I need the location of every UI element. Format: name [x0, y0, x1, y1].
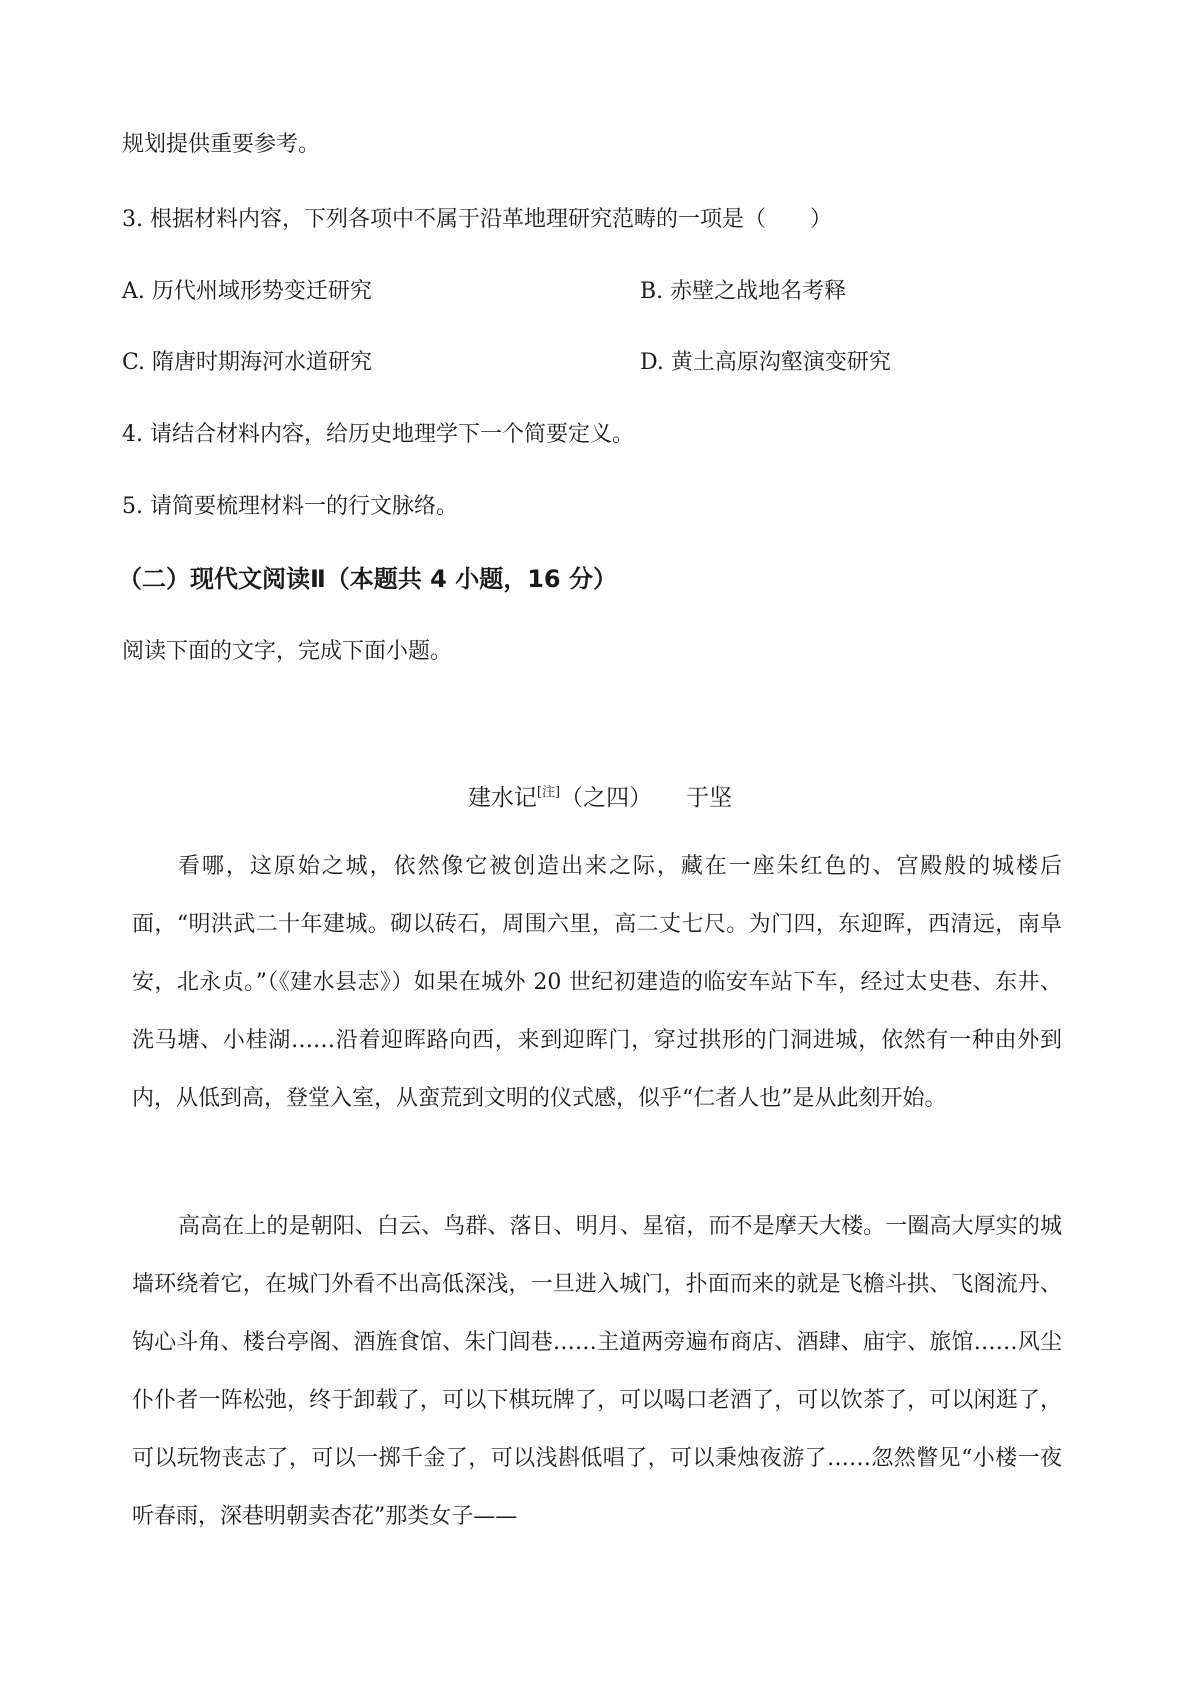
article-paragraph-2: 高高在上的是朝阳、白云、鸟群、落日、明月、星宿，而不是摩天大楼。一圈高大厚实的城墙环绕着它，在城门外看不出高低深浅，一旦进入城门，扑面而来的就是飞檐斗拱、飞阁流丹、钩心斗角、楼台亭阁、酒旌食馆、朱门闾巷……主道两旁遍布商店、酒肆、庙宇、旅馆……风尘仆仆者一阵松弛，终于卸载了，可以下棋玩牌了，可以喝口老酒了，可以饮茶了，可以闲逛了，可以玩物丧志了，可以一掷千金了，可以浅斟低唱了，可以秉烛夜游了……忽然瞥见“小楼一夜听春雨，深巷明朝卖杏花”那类女子——	[132, 1214, 1062, 1529]
section-heading: （二）现代文阅读Ⅱ（本题共 4 小题，16 分）	[118, 565, 617, 593]
article-subtitle: （之四）	[560, 785, 653, 811]
question-4: 4. 请结合材料内容，给历史地理学下一个简要定义。	[122, 422, 634, 447]
article-author: 于坚	[686, 785, 733, 811]
note-marker: [注]	[536, 785, 561, 800]
carry-over-text: 规划提供重要参考。	[122, 132, 321, 157]
option-d: D. 黄土高原沟壑演变研究	[640, 350, 891, 375]
article-title: 建水记	[467, 785, 537, 811]
option-b: B. 赤壁之战地名考释	[640, 279, 847, 304]
reading-instruction: 阅读下面的文字，完成下面小题。	[122, 639, 453, 664]
question-5: 5. 请简要梳理材料一的行文脉络。	[122, 494, 458, 519]
option-c: C. 隋唐时期海河水道研究	[122, 350, 373, 375]
article-title-line	[0, 778, 1200, 813]
option-a: A. 历代州域形势变迁研究	[122, 279, 372, 304]
question-3: 3. 根据材料内容，下列各项中不属于沿革地理研究范畴的一项是（ ）	[122, 207, 832, 232]
article-paragraph-1: 看哪，这原始之城，依然像它被创造出来之际，藏在一座朱红色的、宫殿般的城楼后面，“明洪武二十年建城。砌以砖石，周围六里，高二丈七尺。为门四，东迎晖，西清远，南阜安，北永贞。”（《建水县志》）如果在城外 20 世纪初建造的临安车站下车，经过太史巷、东井、洗马塘、小桂湖……沿着迎晖路向西，来到迎晖门，穿过拱形的门洞进城，依然有一种由外到内，从低到高，登堂入室，从蛮荒到文明的仪式感，似乎“仁者人也”是从此刻开始。	[132, 854, 1062, 1111]
